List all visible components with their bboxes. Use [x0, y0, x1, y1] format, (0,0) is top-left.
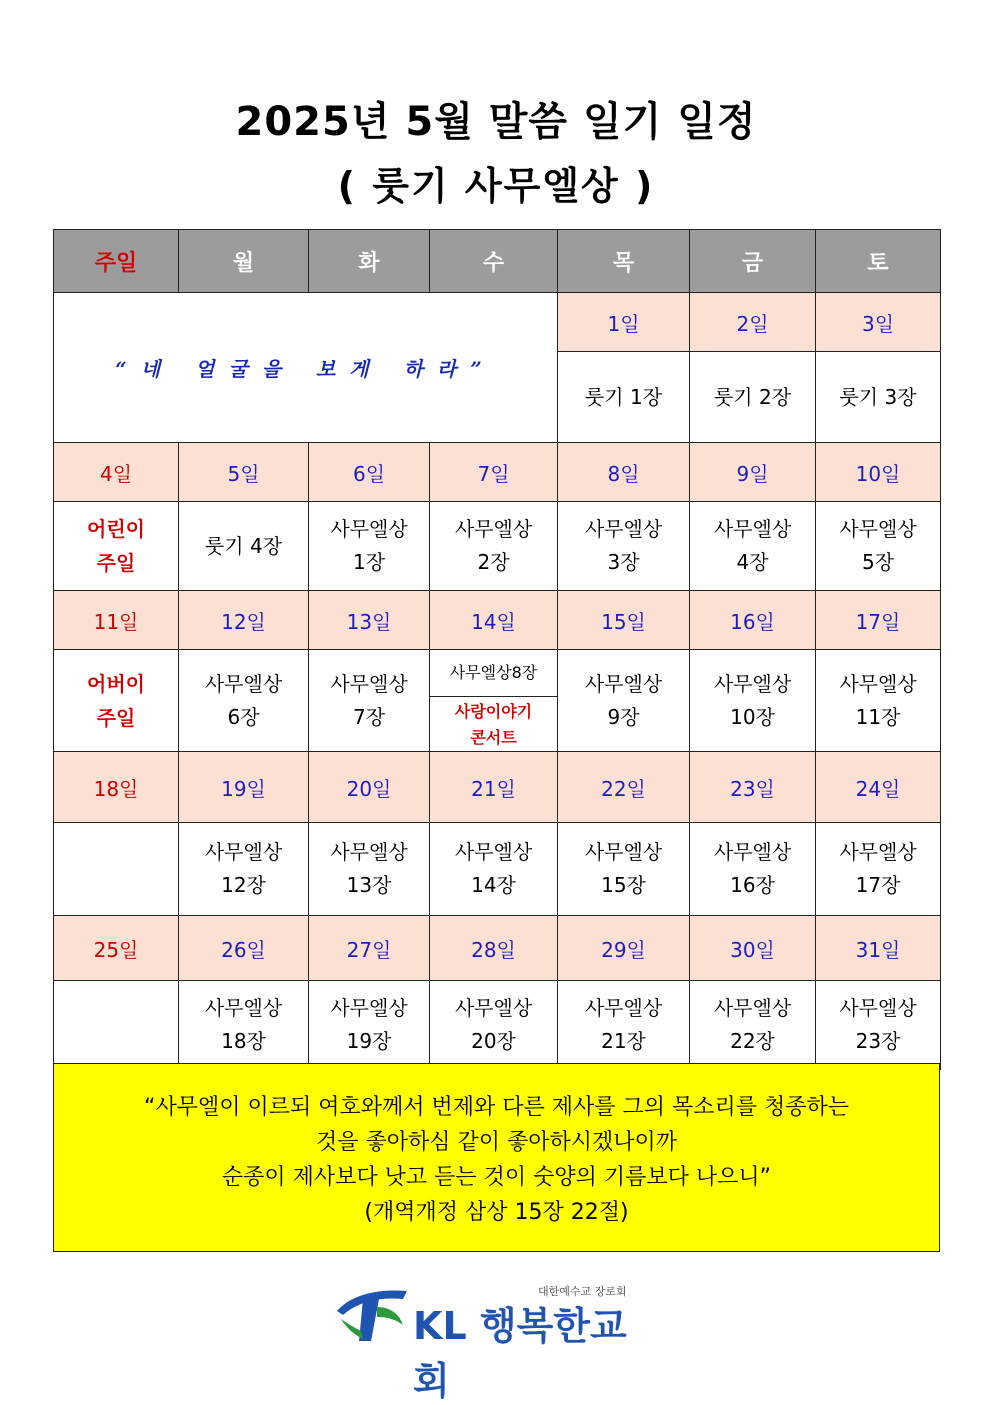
sunday-event-line: 어린이 — [87, 517, 145, 541]
reading-chapter: 10장 — [730, 704, 775, 729]
reading-book: 사무엘상 — [454, 840, 533, 864]
reading-chapter: 21장 — [601, 1029, 646, 1053]
denomination-label: 대한예수교 장로회 — [538, 1285, 627, 1298]
date-cell: 16일 — [690, 591, 816, 650]
date-cell: 2일 — [690, 293, 816, 352]
week2-reading-row — [54, 502, 941, 591]
week4-reading-row — [54, 823, 941, 916]
reading-book: 사무엘상 — [330, 996, 408, 1020]
reading-cell: 룻기 3장 — [816, 352, 941, 443]
reading-book: 사무엘상 — [330, 840, 408, 864]
date-cell: 1일 — [558, 293, 690, 352]
reading-cell — [179, 650, 309, 752]
date-cell: 20일 — [309, 752, 430, 823]
reading-calendar — [53, 229, 941, 1070]
reading-book: 사무엘상 — [713, 517, 792, 541]
reading-chapter: 3장 — [607, 550, 640, 574]
reading-book: 사무엘상 — [713, 840, 792, 864]
reading-cell-split — [430, 650, 558, 752]
date-cell: 25일 — [54, 916, 179, 981]
reading-book: 사무엘상 — [584, 840, 663, 864]
page-title: 2025년 5월 말씀 일기 일정 — [235, 99, 757, 145]
verse-line: “사무엘이 이르되 여호와께서 번제와 다른 제사를 그의 목소리를 청종하는 — [144, 1095, 849, 1120]
weekday-mon: 월 — [179, 230, 309, 293]
page-subtitle: ( 룻기 사무엘상 ) — [337, 164, 655, 208]
week5-reading-row — [54, 981, 941, 1070]
reading-cell — [309, 502, 430, 591]
date-cell: 7일 — [430, 443, 558, 502]
date-cell: 27일 — [309, 916, 430, 981]
scripture-verse-box — [53, 1063, 940, 1252]
week3-reading-row — [54, 650, 941, 752]
weekday-sunday: 주일 — [54, 230, 179, 293]
reading-cell — [179, 823, 309, 916]
reading-chapter: 14장 — [471, 873, 516, 897]
reading-chapter: 11장 — [855, 704, 901, 729]
reading-chapter: 6장 — [227, 704, 260, 729]
reading-chapter: 18장 — [221, 1029, 266, 1053]
reading-cell: 룻기 4장 — [179, 502, 309, 591]
reading-book: 사무엘상 — [584, 671, 663, 696]
reading-cell — [430, 502, 558, 591]
reading-book: 사무엘상 — [839, 671, 917, 696]
verse-line: 순종이 제사보다 낫고 듣는 것이 숫양의 기름보다 나으니” — [221, 1165, 772, 1190]
date-cell: 21일 — [430, 752, 558, 823]
reading-chapter: 7장 — [352, 704, 386, 729]
weekday-sat: 토 — [816, 230, 941, 293]
church-logo — [333, 1283, 663, 1403]
church-name: KL 행복한교회 — [413, 1304, 627, 1403]
weekday-tue: 화 — [309, 230, 430, 293]
reading-book: 사무엘상 — [839, 517, 917, 541]
date-cell: 22일 — [558, 752, 690, 823]
date-cell: 10일 — [816, 443, 941, 502]
date-cell: 4일 — [54, 443, 179, 502]
reading-chapter: 20장 — [471, 1029, 516, 1053]
reading-cell — [430, 823, 558, 916]
date-cell: 13일 — [309, 591, 430, 650]
reading-cell — [558, 650, 690, 752]
date-cell: 11일 — [54, 591, 179, 650]
reading-cell: 사무엘상8장 — [430, 650, 557, 697]
reading-book: 사무엘상 — [204, 996, 283, 1020]
reading-book: 사무엘상 — [713, 671, 792, 696]
special-event-line: 콘서트 — [470, 728, 517, 747]
reading-cell — [309, 650, 430, 752]
reading-chapter: 22장 — [730, 1029, 775, 1053]
date-cell: 5일 — [179, 443, 309, 502]
verse-source: (개역개정 삼상 15장 22절) — [364, 1200, 629, 1225]
reading-cell: 룻기 2장 — [690, 352, 816, 443]
reading-chapter: 23장 — [855, 1029, 901, 1053]
motto-text: “네 얼굴을 보게 하라” — [54, 293, 558, 443]
reading-book: 사무엘상 — [454, 517, 533, 541]
reading-book: 사무엘상 — [204, 840, 283, 864]
week4-date-row — [54, 752, 941, 823]
weekday-fri: 금 — [690, 230, 816, 293]
sunday-event-cell — [54, 650, 179, 752]
date-cell: 15일 — [558, 591, 690, 650]
reading-book: 사무엘상 — [713, 996, 792, 1020]
date-cell: 24일 — [816, 752, 941, 823]
reading-chapter: 12장 — [221, 873, 266, 897]
date-cell: 28일 — [430, 916, 558, 981]
reading-cell — [690, 650, 816, 752]
reading-cell — [816, 823, 941, 916]
weekday-wed: 수 — [430, 230, 558, 293]
date-cell: 19일 — [179, 752, 309, 823]
empty-cell — [54, 981, 179, 1070]
date-cell: 8일 — [558, 443, 690, 502]
church-emblem-icon — [333, 1285, 411, 1343]
weekday-header-row — [54, 230, 941, 293]
reading-cell — [558, 502, 690, 591]
date-cell: 30일 — [690, 916, 816, 981]
date-cell: 3일 — [816, 293, 941, 352]
reading-chapter: 5장 — [861, 550, 895, 574]
reading-cell — [179, 981, 309, 1070]
reading-cell — [690, 502, 816, 591]
sunday-event-cell — [54, 502, 179, 591]
reading-chapter: 17장 — [855, 873, 901, 897]
reading-chapter: 19장 — [346, 1029, 392, 1053]
reading-chapter: 4장 — [736, 550, 769, 574]
date-cell: 14일 — [430, 591, 558, 650]
date-cell: 12일 — [179, 591, 309, 650]
reading-chapter: 13장 — [346, 873, 392, 897]
reading-cell — [690, 823, 816, 916]
reading-chapter: 9장 — [607, 704, 640, 729]
date-cell: 31일 — [816, 916, 941, 981]
date-cell: 9일 — [690, 443, 816, 502]
reading-book: 사무엘상 — [454, 996, 533, 1020]
reading-book: 사무엘상 — [839, 840, 917, 864]
reading-book: 사무엘상 — [584, 517, 663, 541]
reading-book: 사무엘상 — [330, 671, 408, 696]
sunday-event-line: 주일 — [96, 551, 136, 575]
weekday-thu: 목 — [558, 230, 690, 293]
week3-date-row — [54, 591, 941, 650]
special-event — [430, 697, 557, 751]
reading-chapter: 1장 — [352, 550, 386, 574]
date-cell: 26일 — [179, 916, 309, 981]
special-event-line: 사랑이야기 — [454, 702, 533, 721]
sunday-event-line: 주일 — [96, 705, 136, 730]
reading-chapter: 2장 — [477, 550, 510, 574]
sunday-event-line: 어버이 — [87, 671, 145, 696]
reading-chapter: 16장 — [730, 873, 775, 897]
date-cell: 17일 — [816, 591, 941, 650]
reading-chapter: 15장 — [601, 873, 646, 897]
reading-cell — [558, 823, 690, 916]
reading-cell — [430, 981, 558, 1070]
reading-book: 사무엘상 — [584, 996, 663, 1020]
week5-date-row — [54, 916, 941, 981]
reading-book: 사무엘상 — [839, 996, 917, 1020]
week2-date-row — [54, 443, 941, 502]
reading-cell — [690, 981, 816, 1070]
reading-book: 사무엘상 — [204, 671, 283, 696]
reading-cell — [816, 650, 941, 752]
reading-cell — [816, 981, 941, 1070]
reading-cell — [309, 823, 430, 916]
reading-cell: 룻기 1장 — [558, 352, 690, 443]
date-cell: 6일 — [309, 443, 430, 502]
reading-cell — [558, 981, 690, 1070]
reading-book: 사무엘상 — [330, 517, 408, 541]
week1-date-row — [54, 293, 941, 352]
empty-cell — [54, 823, 179, 916]
verse-line: 것을 좋아하심 같이 좋아하시겠나이까 — [315, 1130, 677, 1155]
date-cell: 23일 — [690, 752, 816, 823]
reading-cell — [816, 502, 941, 591]
date-cell: 29일 — [558, 916, 690, 981]
reading-cell — [309, 981, 430, 1070]
date-cell: 18일 — [54, 752, 179, 823]
